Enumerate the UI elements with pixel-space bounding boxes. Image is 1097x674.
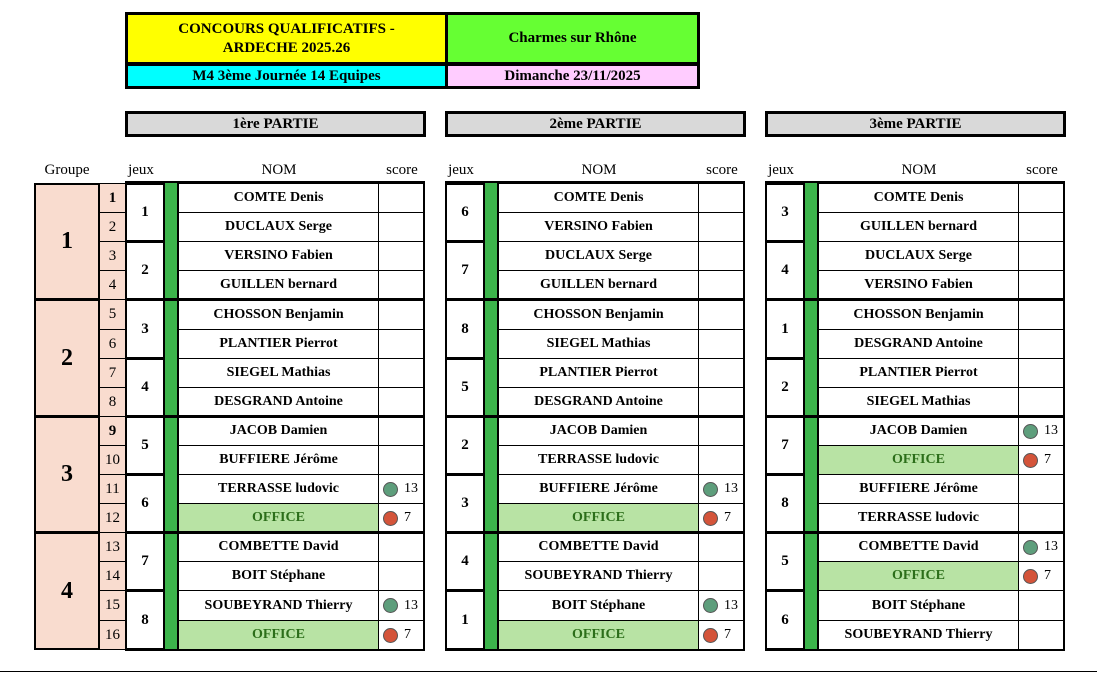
player-name: BOIT Stéphane xyxy=(178,561,379,591)
player-name: VERSINO Fabien xyxy=(818,270,1019,300)
player-name: CHOSSON Benjamin xyxy=(818,299,1019,330)
score-cell xyxy=(1018,620,1065,650)
score-cell xyxy=(378,561,425,591)
row-number: 8 xyxy=(99,387,126,417)
game-number: 3 xyxy=(445,474,485,533)
player-name: DESGRAND Antoine xyxy=(818,329,1019,359)
game-number: 6 xyxy=(125,474,165,533)
score-cell xyxy=(1018,474,1065,504)
jeux-header: jeux xyxy=(448,162,474,178)
score-value: 13 xyxy=(724,481,738,496)
game-number: 1 xyxy=(765,299,805,359)
office-cell: OFFICE xyxy=(178,503,379,533)
row-number: 11 xyxy=(99,474,126,504)
score-cell xyxy=(1018,270,1065,300)
score-value: 7 xyxy=(404,627,411,642)
player-name: TERRASSE ludovic xyxy=(818,503,1019,533)
player-name: CHOSSON Benjamin xyxy=(178,299,379,330)
location: Charmes sur Rhône xyxy=(445,12,700,65)
score-cell xyxy=(1018,532,1065,562)
score-value: 7 xyxy=(724,510,731,525)
score-cell xyxy=(698,474,745,504)
player-name: JACOB Damien xyxy=(178,416,379,446)
score-cell xyxy=(698,299,745,330)
group-separator xyxy=(445,531,745,534)
player-name: PLANTIER Pierrot xyxy=(818,358,1019,388)
score-cell xyxy=(1018,387,1065,417)
row-number: 3 xyxy=(99,241,126,271)
office-cell: OFFICE xyxy=(818,561,1019,591)
competition-title-line2: ARDECHE 2025.26 xyxy=(222,39,351,56)
group-separator xyxy=(125,298,425,301)
score-value: 7 xyxy=(1044,452,1051,467)
loss-indicator-icon xyxy=(703,511,718,526)
player-name: SIEGEL Mathias xyxy=(818,387,1019,417)
game-number: 1 xyxy=(445,590,485,650)
competition-title-line1: CONCOURS QUALIFICATIFS - xyxy=(178,20,395,37)
player-name: JACOB Damien xyxy=(498,416,699,446)
groupe-header: Groupe xyxy=(44,162,90,178)
row-number: 5 xyxy=(99,299,126,330)
player-name: COMTE Denis xyxy=(818,183,1019,213)
score-cell xyxy=(378,358,425,388)
part-2-header: 2ème PARTIE xyxy=(445,111,746,137)
player-name: SOUBEYRAND Thierry xyxy=(818,620,1019,650)
office-cell: OFFICE xyxy=(818,445,1019,475)
player-name: CHOSSON Benjamin xyxy=(498,299,699,330)
loss-indicator-icon xyxy=(703,628,718,643)
score-cell xyxy=(1018,329,1065,359)
score-cell xyxy=(378,183,425,213)
score-cell xyxy=(1018,503,1065,533)
score-cell xyxy=(698,387,745,417)
player-name: SOUBEYRAND Thierry xyxy=(498,561,699,591)
win-indicator-icon xyxy=(383,482,398,497)
event-date: Dimanche 23/11/2025 xyxy=(445,63,700,89)
game-number: 5 xyxy=(125,416,165,475)
group-cell: 3 xyxy=(34,416,100,533)
score-cell xyxy=(1018,358,1065,388)
score-cell xyxy=(1018,183,1065,213)
score-cell xyxy=(698,270,745,300)
score-cell xyxy=(378,387,425,417)
competition-title xyxy=(125,12,448,65)
row-number: 7 xyxy=(99,358,126,388)
player-name: COMBETTE David xyxy=(818,532,1019,562)
player-name: PLANTIER Pierrot xyxy=(178,329,379,359)
score-cell xyxy=(698,503,745,533)
game-number: 7 xyxy=(445,241,485,300)
office-cell: OFFICE xyxy=(498,620,699,650)
player-name: COMBETTE David xyxy=(178,532,379,562)
player-name: BUFFIERE Jérôme xyxy=(498,474,699,504)
score-value: 13 xyxy=(404,481,418,496)
player-name: JACOB Damien xyxy=(818,416,1019,446)
part-1-header: 1ère PARTIE xyxy=(125,111,426,137)
win-indicator-icon xyxy=(383,598,398,613)
row-number: 14 xyxy=(99,561,126,591)
player-name: TERRASSE ludovic xyxy=(498,445,699,475)
game-number: 8 xyxy=(125,590,165,650)
score-cell xyxy=(378,445,425,475)
score-header: score xyxy=(706,162,738,178)
game-number: 6 xyxy=(765,590,805,650)
score-cell xyxy=(1018,299,1065,330)
group-separator xyxy=(125,531,425,534)
game-number: 8 xyxy=(445,299,485,359)
player-name: DESGRAND Antoine xyxy=(178,387,379,417)
win-indicator-icon xyxy=(703,598,718,613)
player-name: VERSINO Fabien xyxy=(178,241,379,271)
score-cell xyxy=(378,532,425,562)
score-value: 7 xyxy=(724,627,731,642)
game-number: 3 xyxy=(125,299,165,359)
player-name: BUFFIERE Jérôme xyxy=(818,474,1019,504)
row-number: 4 xyxy=(99,270,126,300)
player-name: BOIT Stéphane xyxy=(818,590,1019,621)
score-value: 13 xyxy=(724,597,738,613)
jeux-header: jeux xyxy=(128,162,154,178)
loss-indicator-icon xyxy=(1023,569,1038,584)
office-cell: OFFICE xyxy=(498,503,699,533)
group-separator xyxy=(445,298,745,301)
player-name: TERRASSE ludovic xyxy=(178,474,379,504)
score-cell xyxy=(1018,561,1065,591)
game-number: 2 xyxy=(445,416,485,475)
game-number: 6 xyxy=(445,183,485,242)
score-cell xyxy=(698,620,745,650)
score-cell xyxy=(698,329,745,359)
score-cell xyxy=(378,503,425,533)
score-cell xyxy=(378,241,425,271)
player-name: PLANTIER Pierrot xyxy=(498,358,699,388)
score-value: 7 xyxy=(1044,568,1051,583)
row-number: 6 xyxy=(99,329,126,359)
group-cell: 1 xyxy=(34,183,100,300)
row-number: 10 xyxy=(99,445,126,475)
score-header: score xyxy=(1026,162,1058,178)
player-name: SIEGEL Mathias xyxy=(498,329,699,359)
player-name: VERSINO Fabien xyxy=(498,212,699,242)
group-cell: 4 xyxy=(34,532,100,650)
win-indicator-icon xyxy=(703,482,718,497)
game-number: 7 xyxy=(125,532,165,591)
division-label: M4 3ème Journée 14 Equipes xyxy=(125,63,448,89)
score-header: score xyxy=(386,162,418,178)
player-name: DESGRAND Antoine xyxy=(498,387,699,417)
score-cell xyxy=(378,416,425,446)
player-name: DUCLAUX Serge xyxy=(818,241,1019,271)
game-number: 5 xyxy=(765,532,805,591)
player-name: SOUBEYRAND Thierry xyxy=(178,590,379,621)
office-cell: OFFICE xyxy=(178,620,379,650)
row-number: 9 xyxy=(99,416,126,446)
score-cell xyxy=(698,561,745,591)
jeux-header: jeux xyxy=(768,162,794,178)
player-name: BUFFIERE Jérôme xyxy=(178,445,379,475)
game-number: 4 xyxy=(125,358,165,417)
game-number: 4 xyxy=(445,532,485,591)
game-number: 2 xyxy=(125,241,165,300)
score-cell xyxy=(698,183,745,213)
game-number: 3 xyxy=(765,183,805,242)
row-number: 2 xyxy=(99,212,126,242)
nom-header: NOM xyxy=(581,162,617,178)
game-number: 8 xyxy=(765,474,805,533)
player-name: GUILLEN bernard xyxy=(498,270,699,300)
game-number: 1 xyxy=(125,183,165,242)
nom-header: NOM xyxy=(261,162,297,178)
group-separator xyxy=(765,415,1065,418)
player-name: DUCLAUX Serge xyxy=(498,241,699,271)
game-number: 2 xyxy=(765,358,805,417)
group-separator xyxy=(765,531,1065,534)
score-cell xyxy=(378,212,425,242)
score-value: 7 xyxy=(404,510,411,525)
player-name: DUCLAUX Serge xyxy=(178,212,379,242)
score-cell xyxy=(698,416,745,446)
group-separator xyxy=(125,415,425,418)
score-cell xyxy=(698,358,745,388)
score-value: 13 xyxy=(1044,539,1058,554)
game-number: 5 xyxy=(445,358,485,417)
part-3-header: 3ème PARTIE xyxy=(765,111,1066,137)
score-cell xyxy=(1018,212,1065,242)
score-cell xyxy=(1018,445,1065,475)
score-cell xyxy=(698,212,745,242)
game-number: 7 xyxy=(765,416,805,475)
score-cell xyxy=(1018,590,1065,621)
group-separator xyxy=(765,298,1065,301)
score-cell xyxy=(698,532,745,562)
loss-indicator-icon xyxy=(383,628,398,643)
player-name: BOIT Stéphane xyxy=(498,590,699,621)
group-cell: 2 xyxy=(34,299,100,417)
score-cell xyxy=(378,590,425,621)
row-number: 12 xyxy=(99,503,126,533)
score-value: 13 xyxy=(404,597,418,613)
player-name: COMTE Denis xyxy=(498,183,699,213)
row-number: 15 xyxy=(99,590,126,621)
group-separator xyxy=(445,415,745,418)
score-value: 13 xyxy=(1044,423,1058,438)
score-cell xyxy=(1018,241,1065,271)
nom-header: NOM xyxy=(901,162,937,178)
player-name: COMTE Denis xyxy=(178,183,379,213)
score-cell xyxy=(378,620,425,650)
page-bottom-rule xyxy=(0,671,1097,672)
score-cell xyxy=(698,590,745,621)
row-number: 16 xyxy=(99,620,126,650)
win-indicator-icon xyxy=(1023,424,1038,439)
player-name: COMBETTE David xyxy=(498,532,699,562)
loss-indicator-icon xyxy=(1023,453,1038,468)
score-cell xyxy=(378,299,425,330)
win-indicator-icon xyxy=(1023,540,1038,555)
player-name: SIEGEL Mathias xyxy=(178,358,379,388)
loss-indicator-icon xyxy=(383,511,398,526)
game-number: 4 xyxy=(765,241,805,300)
score-cell xyxy=(378,474,425,504)
score-cell xyxy=(698,241,745,271)
score-cell xyxy=(378,329,425,359)
row-number: 13 xyxy=(99,532,126,562)
score-cell xyxy=(1018,416,1065,446)
player-name: GUILLEN bernard xyxy=(178,270,379,300)
player-name: GUILLEN bernard xyxy=(818,212,1019,242)
score-cell xyxy=(378,270,425,300)
score-cell xyxy=(698,445,745,475)
row-number: 1 xyxy=(99,183,126,213)
